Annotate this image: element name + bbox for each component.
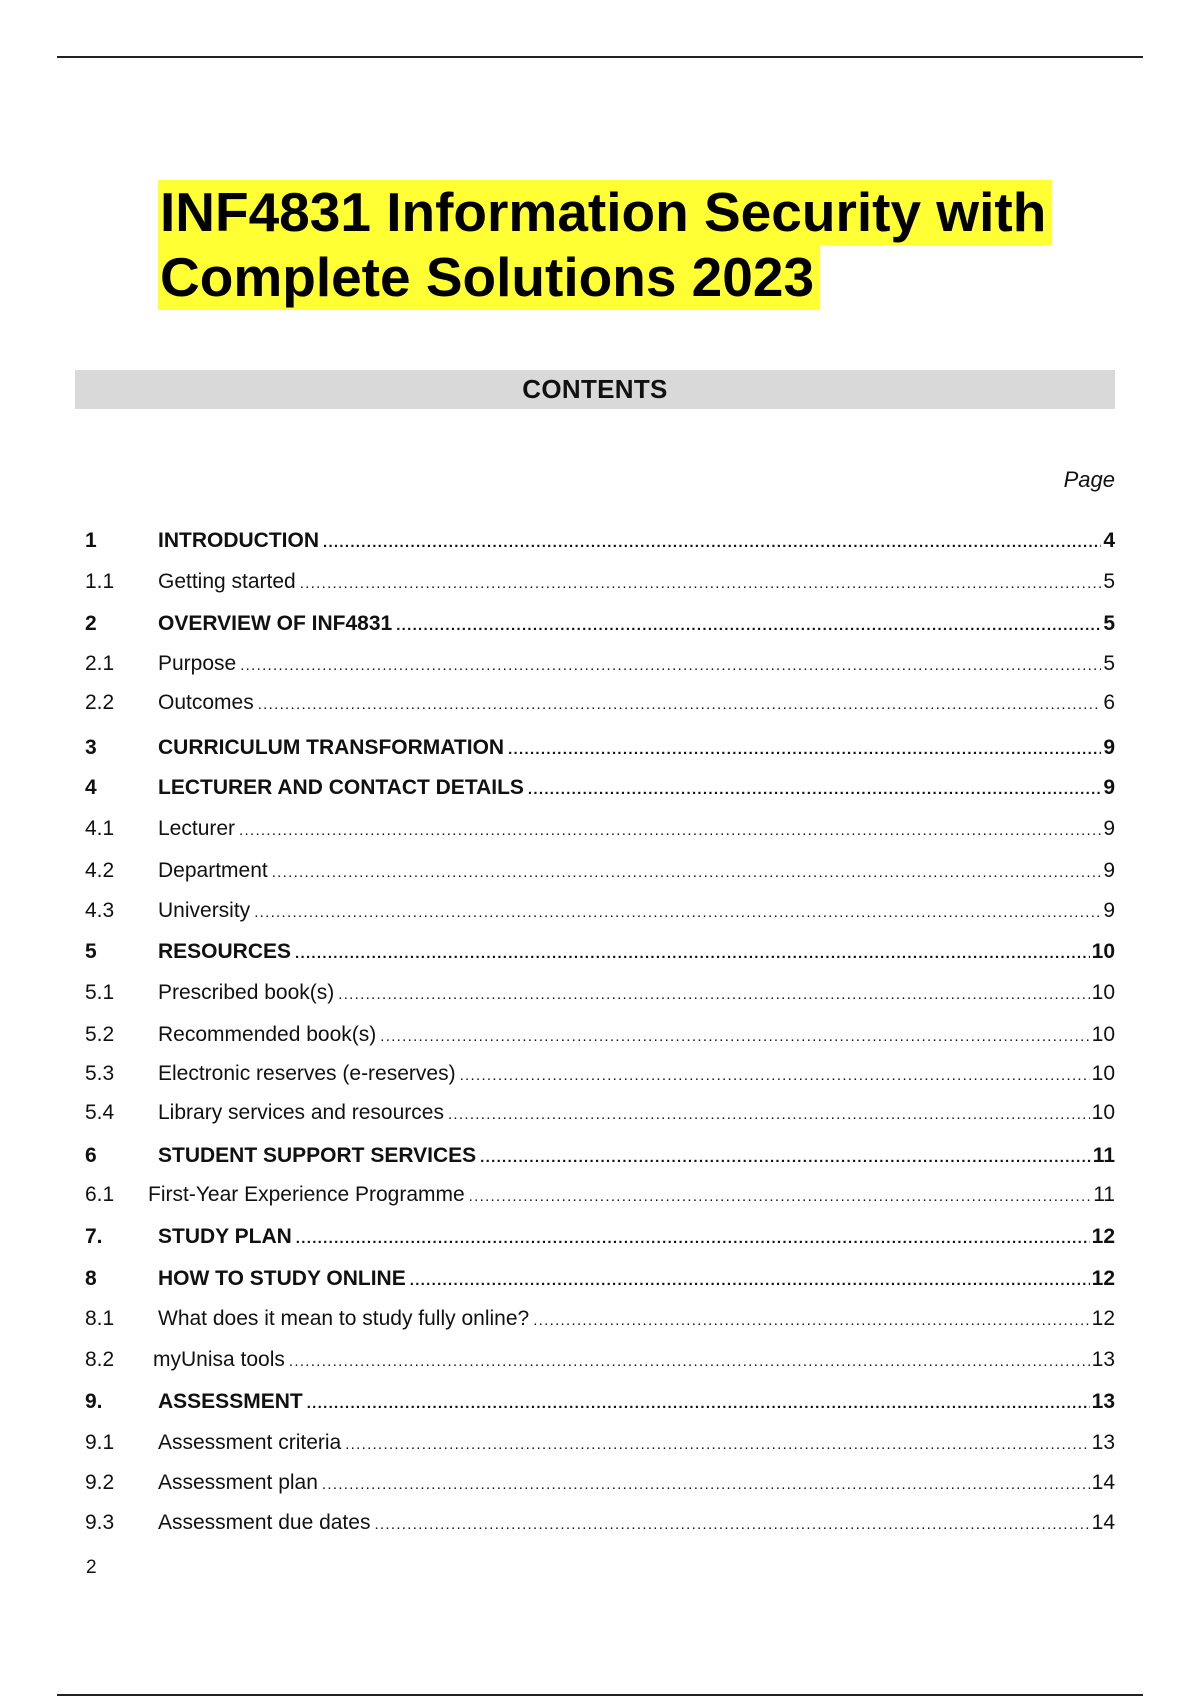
toc-dot-leader bbox=[254, 904, 1101, 921]
toc-entry-title: Recommended book(s) bbox=[158, 1023, 377, 1046]
toc-entry-title: Electronic reserves (e-reserves) bbox=[158, 1062, 456, 1085]
toc-entry-page: 13 bbox=[1091, 1431, 1115, 1454]
toc-entry-page: 9 bbox=[1103, 776, 1115, 799]
toc-entry-title: STUDY PLAN bbox=[158, 1225, 292, 1248]
toc-entry-number: 8.2 bbox=[85, 1348, 115, 1371]
toc-entry[interactable] bbox=[85, 1307, 1115, 1335]
toc-entry[interactable] bbox=[85, 859, 1115, 887]
page-column-label: Page bbox=[1063, 467, 1115, 492]
toc-entry[interactable] bbox=[85, 1511, 1115, 1539]
toc-dot-leader bbox=[374, 1516, 1089, 1533]
toc-entry[interactable] bbox=[85, 1023, 1115, 1051]
toc-entry[interactable] bbox=[85, 1144, 1115, 1172]
toc-entry-title: LECTURER AND CONTACT DETAILS bbox=[158, 776, 524, 799]
toc-entry[interactable] bbox=[85, 612, 1115, 640]
toc-entry-page: 13 bbox=[1091, 1390, 1115, 1413]
toc-entry[interactable] bbox=[85, 1183, 1115, 1211]
toc-entry-number: 1 bbox=[85, 529, 97, 552]
toc-entry-title: Prescribed book(s) bbox=[158, 981, 335, 1004]
toc-entry-page: 12 bbox=[1091, 1267, 1115, 1290]
toc-entry-title: ASSESSMENT bbox=[158, 1390, 303, 1413]
toc-entry-title: Lecturer bbox=[158, 817, 236, 840]
toc-entry-title: What does it mean to study fully online? bbox=[158, 1307, 530, 1330]
toc-entry-title: Assessment criteria bbox=[158, 1431, 342, 1454]
toc-entry-number: 5.4 bbox=[85, 1101, 115, 1124]
toc-entry-number: 4.3 bbox=[85, 899, 115, 922]
toc-entry[interactable] bbox=[85, 1225, 1115, 1253]
toc-entry-number: 8 bbox=[85, 1267, 97, 1290]
page-number: 2 bbox=[86, 1557, 97, 1578]
toc-dot-leader bbox=[300, 575, 1102, 592]
toc-entry-title: Department bbox=[158, 859, 268, 882]
toc-dot-leader bbox=[345, 1436, 1089, 1453]
toc-dot-leader bbox=[533, 1312, 1089, 1329]
toc-dot-leader bbox=[528, 781, 1101, 798]
toc-entry-number: 5.2 bbox=[85, 1023, 115, 1046]
toc-entry[interactable] bbox=[85, 1348, 1115, 1376]
toc-entry-page: 4 bbox=[1103, 529, 1115, 552]
toc-entry-number: 9.1 bbox=[85, 1431, 115, 1454]
toc-entry-page: 9 bbox=[1103, 817, 1115, 840]
toc-entry-title: CURRICULUM TRANSFORMATION bbox=[158, 736, 505, 759]
toc-entry-title: First-Year Experience Programme bbox=[148, 1183, 465, 1206]
toc-entry-title: RESOURCES bbox=[158, 940, 292, 963]
toc-entry-number: 5.3 bbox=[85, 1062, 115, 1085]
toc-dot-leader bbox=[448, 1106, 1090, 1123]
toc-entry-page: 9 bbox=[1103, 899, 1115, 922]
toc-entry[interactable] bbox=[85, 981, 1115, 1009]
toc-entry-title: OVERVIEW OF INF4831 bbox=[158, 612, 393, 635]
toc-entry-title: Assessment due dates bbox=[158, 1511, 371, 1534]
toc-entry-number: 5.1 bbox=[85, 981, 115, 1004]
toc-dot-leader bbox=[239, 822, 1101, 839]
toc-entry-title: Outcomes bbox=[158, 691, 254, 714]
toc-entry-number: 9.2 bbox=[85, 1471, 115, 1494]
title-line-2: Complete Solutions 2023 bbox=[158, 245, 820, 310]
toc-dot-leader bbox=[508, 741, 1101, 758]
toc-entry[interactable] bbox=[85, 1267, 1115, 1295]
toc-entry[interactable] bbox=[85, 1101, 1115, 1129]
toc-entry-title: University bbox=[158, 899, 251, 922]
toc-entry-page: 6 bbox=[1103, 691, 1115, 714]
toc-entry-page: 10 bbox=[1091, 1101, 1115, 1124]
toc-entry-title: STUDENT SUPPORT SERVICES bbox=[158, 1144, 477, 1167]
toc-entry-number: 9.3 bbox=[85, 1511, 115, 1534]
toc-dot-leader bbox=[240, 657, 1101, 674]
toc-entry-number: 9. bbox=[85, 1390, 103, 1413]
toc-entry-title: HOW TO STUDY ONLINE bbox=[158, 1267, 406, 1290]
toc-entry[interactable] bbox=[85, 1062, 1115, 1090]
toc-entry-title: Getting started bbox=[158, 570, 296, 593]
toc-entry-page: 14 bbox=[1091, 1511, 1115, 1534]
toc-dot-leader bbox=[322, 1476, 1090, 1493]
toc-entry-title: myUnisa tools bbox=[153, 1348, 285, 1371]
toc-entry-page: 12 bbox=[1091, 1225, 1115, 1248]
toc-entry[interactable] bbox=[85, 817, 1115, 845]
toc-entry-number: 4.1 bbox=[85, 817, 115, 840]
toc-entry-page: 10 bbox=[1091, 981, 1115, 1004]
toc-entry[interactable] bbox=[85, 529, 1115, 557]
toc-entry-page: 11 bbox=[1092, 1144, 1115, 1167]
toc-entry-number: 2 bbox=[85, 612, 97, 635]
toc-dot-leader bbox=[380, 1028, 1089, 1045]
toc-dot-leader bbox=[410, 1272, 1090, 1289]
toc-entry-title: Purpose bbox=[158, 652, 237, 675]
toc-dot-leader bbox=[469, 1188, 1092, 1205]
toc-entry-page: 9 bbox=[1103, 859, 1115, 882]
toc-entry-page: 5 bbox=[1103, 652, 1115, 675]
toc-entry-page: 10 bbox=[1091, 1062, 1115, 1085]
contents-heading: CONTENTS bbox=[75, 370, 1115, 409]
toc-entry-number: 1.1 bbox=[85, 570, 115, 593]
toc-entry[interactable] bbox=[85, 691, 1115, 719]
toc-entry[interactable] bbox=[85, 1431, 1115, 1459]
toc-entry-number: 3 bbox=[85, 736, 97, 759]
top-rule bbox=[57, 56, 1143, 58]
toc-entry-page: 9 bbox=[1103, 736, 1115, 759]
toc-entry[interactable] bbox=[85, 1471, 1115, 1499]
toc-dot-leader bbox=[396, 617, 1101, 634]
toc-dot-leader bbox=[296, 1230, 1090, 1247]
toc-dot-leader bbox=[307, 1395, 1090, 1412]
toc-entry-number: 4 bbox=[85, 776, 97, 799]
toc-entry[interactable] bbox=[85, 736, 1115, 764]
toc-entry[interactable] bbox=[85, 652, 1115, 680]
toc-dot-leader bbox=[289, 1353, 1090, 1370]
toc-entry-page: 11 bbox=[1093, 1183, 1115, 1206]
toc-entry[interactable] bbox=[85, 899, 1115, 927]
title-line-1: INF4831 Information Security with bbox=[158, 180, 1052, 245]
toc-dot-leader bbox=[295, 945, 1090, 962]
toc-entry-title: Library services and resources bbox=[158, 1101, 444, 1124]
toc-dot-leader bbox=[338, 986, 1089, 1003]
toc-entry[interactable] bbox=[85, 940, 1115, 968]
toc-dot-leader bbox=[258, 696, 1102, 713]
toc-entry-number: 2.1 bbox=[85, 652, 115, 675]
toc-entry-page: 12 bbox=[1091, 1307, 1115, 1330]
toc-entry-page: 5 bbox=[1103, 612, 1115, 635]
toc-entry-page: 10 bbox=[1091, 1023, 1115, 1046]
toc-entry[interactable] bbox=[85, 570, 1115, 598]
toc-entry-title: Assessment plan bbox=[158, 1471, 318, 1494]
toc-dot-leader bbox=[460, 1067, 1090, 1084]
toc-entry-number: 7. bbox=[85, 1225, 103, 1248]
toc-entry-number: 6 bbox=[85, 1144, 97, 1167]
toc-entry-page: 14 bbox=[1091, 1471, 1115, 1494]
toc-dot-leader bbox=[480, 1149, 1091, 1166]
toc-entry-page: 13 bbox=[1091, 1348, 1115, 1371]
toc-entry-page: 5 bbox=[1103, 570, 1115, 593]
toc-entry-number: 4.2 bbox=[85, 859, 115, 882]
toc-entry-number: 8.1 bbox=[85, 1307, 115, 1330]
toc-entry-title: INTRODUCTION bbox=[158, 529, 319, 552]
bottom-rule bbox=[57, 1694, 1143, 1696]
toc-dot-leader bbox=[323, 534, 1101, 551]
toc-dot-leader bbox=[272, 864, 1102, 881]
toc-entry-page: 10 bbox=[1091, 940, 1115, 963]
toc-entry[interactable] bbox=[85, 1390, 1115, 1418]
toc-entry-number: 6.1 bbox=[85, 1183, 115, 1206]
document-title bbox=[158, 180, 1088, 310]
toc-entry[interactable] bbox=[85, 776, 1115, 804]
toc-entry-number: 5 bbox=[85, 940, 97, 963]
toc-entry-number: 2.2 bbox=[85, 691, 115, 714]
